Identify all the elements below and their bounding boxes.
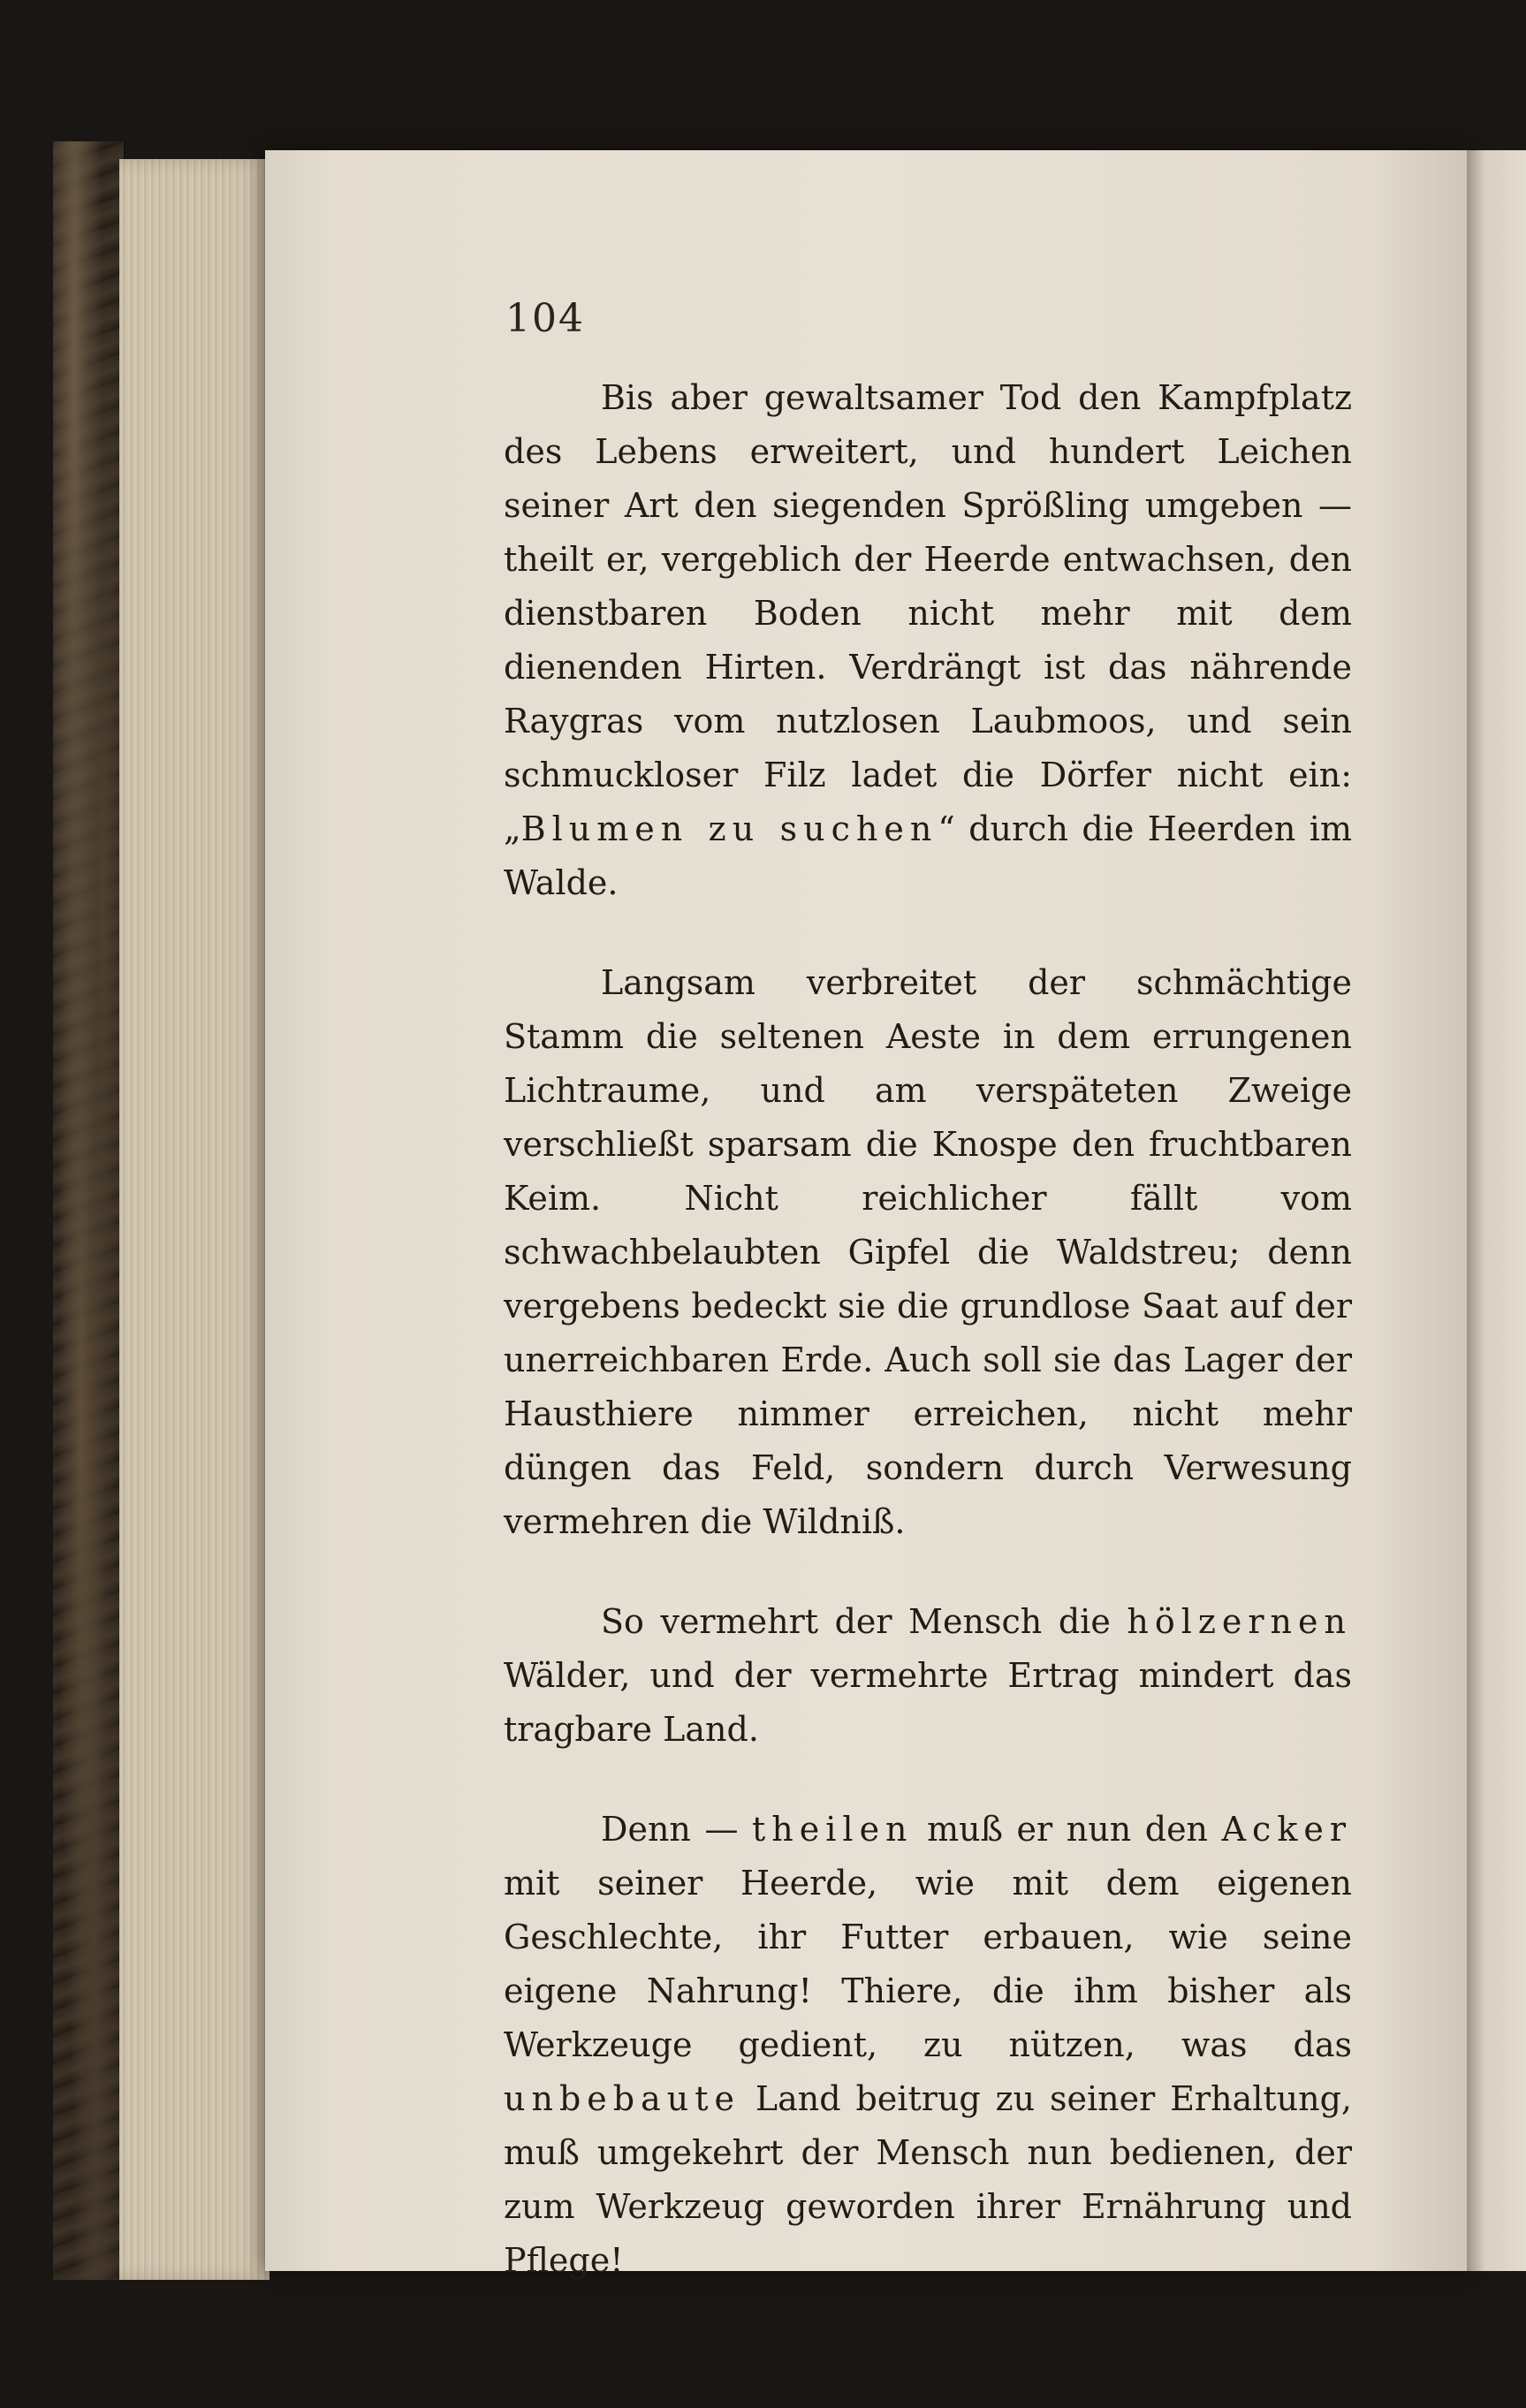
paragraph-4-spaced-segment: theilen bbox=[752, 1810, 914, 1849]
paragraph-4-segment: Denn — bbox=[601, 1810, 753, 1849]
paragraph-4-segment: mit seiner Heerde, wie mit dem eigenen Geschlechte, ihr Futter erbauen, wie seine eigene Nahrung! Thiere, die ihm bisher als Werkzeuge gedient, zu nützen, was das bbox=[504, 1864, 1352, 2064]
paragraph-3-segment: So vermehrt der Mensch die bbox=[601, 1602, 1127, 1641]
paragraph-3 bbox=[504, 1595, 1352, 1757]
paragraph-4-segment: Land beitrug zu seiner Erhaltung, muß umgekehrt der Mensch nun bedienen, der zum Werkzeug geworden ihrer Ernährung und Pflege! bbox=[504, 2079, 1352, 2280]
paragraph-1-segment: Bis aber gewaltsamer Tod den Kampfplatz des Lebens erweitert, und hundert Leichen seiner Art den siegenden Sprößling umgeben — theilt er, vergeblich der Heerde entwachsen, den dienstbaren Boden nicht mehr mit dem dienenden Hirten. Verdrängt ist das nährende Raygras vom nutzlosen Laubmoos, und sein schmuckloser Filz ladet die Dörfer nicht ein: „ bbox=[504, 378, 1352, 848]
page-edges bbox=[119, 159, 270, 2280]
paragraph-2-segment: Langsam verbreitet der schmächtige Stamm die seltenen Aeste in dem errungenen Lichtraume, und am verspäteten Zweige verschließt sparsam die Knospe den fruchtbaren Keim. Nicht reichlicher fällt vom schwachbelaubten Gipfel die Waldstreu; denn vergebens bedeckt sie die grundlose Saat auf der unerreichbaren Erde. Auch soll sie das Lager der Hausthiere nimmer erreichen, nicht mehr düngen das Feld, sondern durch Verwesung vermehren die Wildniß. bbox=[504, 963, 1352, 1541]
paragraph-4-spaced-segment: unbebaute bbox=[504, 2079, 740, 2118]
paragraph-2 bbox=[504, 956, 1352, 1549]
paragraph-4 bbox=[504, 1803, 1352, 2288]
paragraph-4-spaced-segment: Acker bbox=[1221, 1810, 1352, 1849]
book-cover-marbled bbox=[53, 141, 125, 2280]
paragraph-1-segment: “ durch die Heerden im Walde. bbox=[504, 809, 1352, 902]
paragraph-1 bbox=[504, 371, 1352, 910]
page-number: 104 bbox=[505, 296, 585, 341]
facing-page-edge bbox=[1467, 150, 1526, 2271]
paragraph-3-segment: Wälder, und der vermehrte Ertrag mindert das tragbare Land. bbox=[504, 1656, 1352, 1749]
paragraph-3-spaced-segment: hölzernen bbox=[1127, 1602, 1352, 1641]
page-body bbox=[504, 371, 1352, 2334]
paragraph-4-segment: muß er nun den bbox=[913, 1810, 1222, 1849]
paragraph-1-spaced-segment: Blumen zu suchen bbox=[520, 809, 938, 848]
